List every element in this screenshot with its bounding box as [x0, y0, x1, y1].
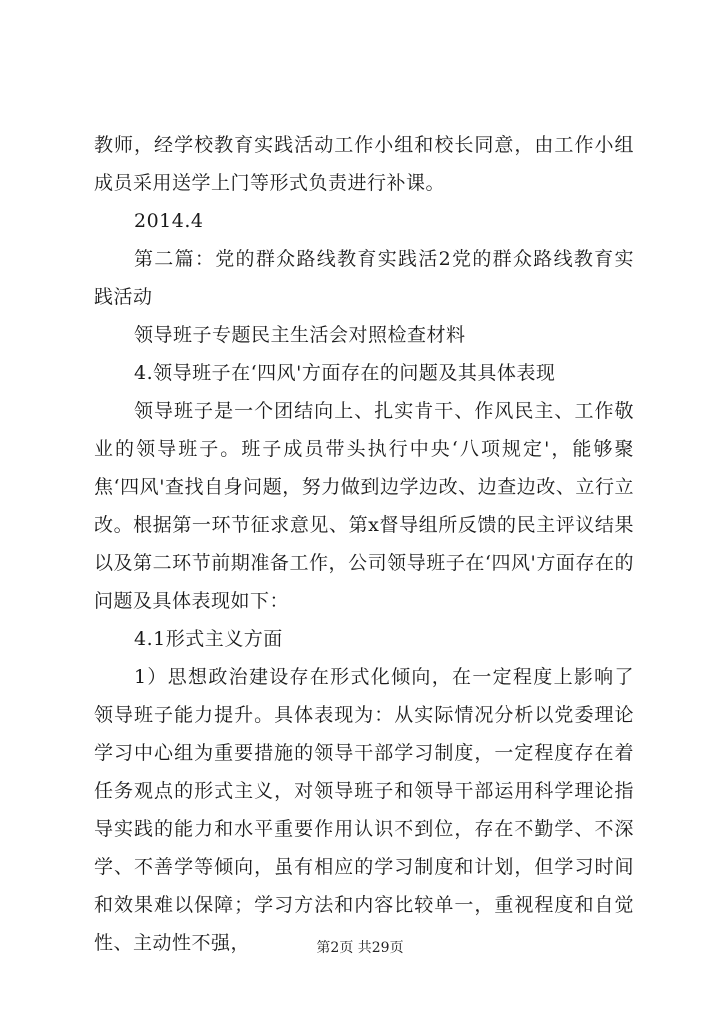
section-heading-4: 4.领导班子在‘四风'方面存在的问题及其具体表现: [134, 362, 556, 384]
paragraph-chapter-title: 第二篇：党的群众路线教育实践活2党的群众路线教育实践活动: [94, 248, 634, 308]
page-footer: 第2页 共29页: [316, 940, 404, 956]
paragraph-body: 1）思想政治建设存在形式化倾向，在一定程度上影响了领导班子能力提升。具体表现为：从实际情况分析以党委理论学习中心组为重要措施的领导干部学习制度，一定程度存在着任务观点的形式主义，对领导班子和领导干部运用科学理论指导实践的能力和水平重要作用认识不到位，存在不勤学、不深学、不善学等倾向，虽有相应的学习制度和计划，但学习时间和效果难以保障；学习方法和内容比较单一，重视程度和自觉性、主动性不强，: [94, 666, 634, 954]
paragraph-continuation: 教师，经学校教育实践活动工作小组和校长同意，由工作小组成员采用送学上门等形式负责进行补课。: [94, 134, 634, 194]
paragraph-body: 领导班子是一个团结向上、扎实肯干、作风民主、工作敬业的领导班子。班子成员带头执行中央‘八项规定'，能够聚焦‘四风'查找自身问题，努力做到边学边改、边查边改、立行立改。根据第一环节征求意见、第x督导组所反馈的民主评议结果以及第二环节前期准备工作，公司领导班子在‘四风'方面存在的问题及具体表现如下：: [94, 400, 634, 612]
paragraph-subtitle: 领导班子专题民主生活会对照检查材料: [134, 324, 466, 346]
paragraph-date: 2014.4: [134, 210, 204, 232]
document-body: [94, 126, 634, 962]
section-heading-4-1: 4.1形式主义方面: [134, 628, 283, 650]
